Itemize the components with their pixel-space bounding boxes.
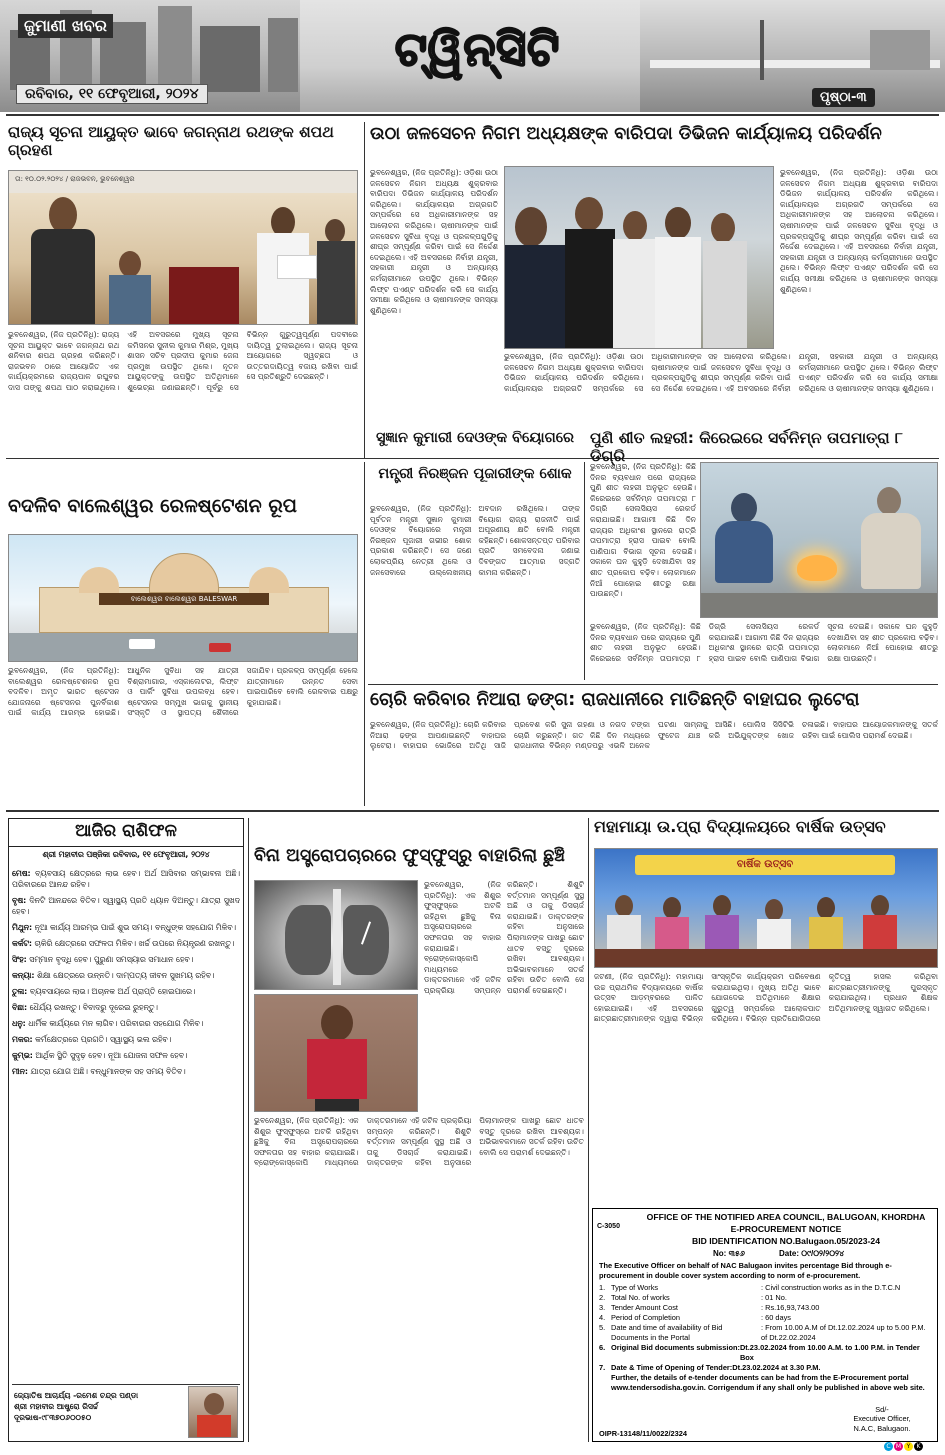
divider: [588, 818, 589, 1442]
notice-code: C-3050: [597, 1223, 620, 1230]
horoscope-item: [12, 986, 240, 997]
notice-footer: Further, the details of e-tender documents can be had from the E-Procurement portal www.tendersodisha.gov.in. Corrigendum if any shall only be published in above web site.: [611, 1373, 925, 1392]
notice-row-num: 6.: [599, 1343, 606, 1352]
horoscope-text: ଧୈର୍ଯ୍ୟ ରଖନ୍ତୁ। ବିବାଦରୁ ଦୂରେଇ ରୁହନ୍ତୁ।: [29, 1003, 158, 1012]
horoscope-subtitle: ଶ୍ରୀ ମହାବୀର ପଞ୍ଜିକା ରବିବାର, ୧୧ ଫେବୃଆରୀ, ୨୦୨୪: [42, 850, 210, 859]
cmyk-y: Y: [904, 1442, 913, 1451]
horoscope-item: [12, 954, 240, 965]
article-headline: ବଦଳିବ ବାଲେଶ୍ୱର ରେଳଷ୍ଟେଶନ ରୂପ: [8, 495, 297, 517]
notice-row: [599, 1363, 933, 1373]
notice-row-num: 3.: [599, 1303, 606, 1312]
article-body: ଭୁବନେଶ୍ୱର, (ନିଜ ପ୍ରତିନିଧି): ପୂର୍ବତନ ମନ୍ତ୍ରୀ ସୁଜ୍ଞାନ କୁମାରୀ ଦେଓଙ୍କ ବିୟୋଗରେ ମନ୍ତ୍ରୀ ନିରଞ୍ଜନ ପୂଜାରୀ ଗଭୀର ଶୋକ ପ୍ରକାଶ କରିଛନ୍ତି। ସେ ଜଣେ ଲୋକପ୍ରିୟ ନେତ୍ରୀ ଥିଲେ ଓ ଜନସେବାରେ ଉଲ୍ଲେଖନୀୟ ଅବଦାନ ରଖିଥିଲେ। ତାଙ୍କ ବିୟୋଗ ରାଜ୍ୟ ରାଜନୀତି ପାଇଁ ଅପୂରଣୀୟ କ୍ଷତି ବୋଲି ମନ୍ତ୍ରୀ କହିଛନ୍ତି। ଶୋକସନ୍ତପ୍ତ ପରିବାର ପ୍ରତି ସମବେଦନା ଜଣାଇ ଦିବଙ୍ଗତ ଆତ୍ମାର ସଦ୍‌ଗତି କାମନା କରିଛନ୍ତି।: [370, 504, 580, 577]
divider: [248, 818, 249, 1442]
notice-number: [713, 1249, 745, 1259]
horoscope-text: ଯାତ୍ରା ଯୋଗ ଅଛି। ବନ୍ଧୁମାନଙ୍କ ସହ ସମୟ ବିତିବ।: [30, 1067, 186, 1076]
function-banner: ବାର୍ଷିକ ଉତ୍ସବ: [635, 855, 895, 875]
horoscope-item: [12, 1002, 240, 1013]
notice-row: [599, 1283, 933, 1293]
horoscope-sign: ମକର:: [12, 1035, 33, 1044]
notice-row-key: Date and time of availability of Bid Documents in the Portal: [611, 1323, 723, 1342]
notice-row-num: 5.: [599, 1323, 606, 1332]
article-headline: ସୁଜ୍ଞାନ କୁମାରୀ ଦେଓଙ୍କ ବିୟୋଗରେ: [376, 430, 574, 446]
child-photo: [254, 994, 418, 1112]
article-body: ଭୁବନେଶ୍ୱର, (ନିଜ ପ୍ରତିନିଧି): ଚୋରି କରିବାର ନିଆରା ଢଙ୍ଗ ଆପଣାଇଛନ୍ତି ବାହାଘର ଲୁଟେରା। ବାହାଘର ଭୋଜିରେ ଅତିଥି ସାଜି ପ୍ରବେଶ କରି ସୁନା ଗହଣା ଓ ନଗଦ ଟଙ୍କା ଚୋରି କରୁଛନ୍ତି। ଗତ କିଛି ଦିନ ମଧ୍ୟରେ ରାଜଧାନୀର ବିଭିନ୍ନ ମଣ୍ଡପରୁ ଏଭଳି ଅନେକ ଘଟଣା ସାମ୍ନାକୁ ଆସିଛି। ପୋଲିସ ସିସିଟିଭି ଫୁଟେଜ ଯାଞ୍ଚ କରି ଅଭିଯୁକ୍ତଙ୍କ ଖୋଜ ଚଳାଇଛି। ବାହାଘର ଆୟୋଜକମାନଙ୍କୁ ସତର୍କ ରହିବା ପାଇଁ ପୋଲିସ ପରାମର୍ଶ ଦେଇଛି।: [370, 720, 938, 751]
horoscope-sign: ତୁଳା:: [12, 987, 28, 996]
signature-title: Executive Officer,: [853, 1414, 911, 1424]
horoscope-text: ଆର୍ଥିକ ସ୍ଥିତି ସୁଦୃଢ଼ ହେବ। ନୂଆ ଯୋଜନା ସଫଳ ହେବ।: [35, 1051, 188, 1060]
horoscope-sign: କନ୍ୟା:: [12, 971, 35, 980]
horoscope-text: ଚାକିରି କ୍ଷେତ୍ରରେ ସଫଳତା ମିଳିବ। ଖର୍ଚ୍ଚ ଉପରେ ନିୟନ୍ତ୍ରଣ ରଖନ୍ତୁ।: [34, 939, 235, 948]
article-body-cont: ଭୁବନେଶ୍ୱର, (ନିଜ ପ୍ରତିନିଧି): ଓଡ଼ିଶା ଉଠା ଜଳସେଚନ ନିଗମ ଅଧ୍ୟକ୍ଷ ଶୁକ୍ରବାର ବାରିପଦା ଡିଭିଜନ କାର୍ଯ୍ୟାଳୟ ପରିଦର୍ଶନ କରିଥିଲେ। କାର୍ଯ୍ୟାଳୟର ଅଗ୍ରଗତି ସମ୍ପର୍କରେ ସେ ଅଧିକାରୀମାନଙ୍କ ସହ ଆଲୋଚନା କରିଥିଲେ। ଚାଷୀମାନଙ୍କ ପାଇଁ ଜଳସେଚନ ସୁବିଧା ବୃଦ୍ଧି ଓ ପ୍ରକଳ୍ପଗୁଡ଼ିକୁ ଶୀଘ୍ର ସମ୍ପୂର୍ଣ୍ଣ କରିବା ପାଇଁ ସେ ନିର୍ଦ୍ଦେଶ ଦେଇଥିଲେ। ଏହି ଅବସରରେ ନିର୍ବାହୀ ଯନ୍ତ୍ରୀ, ସହକାରୀ ଯନ୍ତ୍ରୀ ଓ ଅନ୍ୟାନ୍ୟ କର୍ମଚାରୀମାନେ ଉପସ୍ଥିତ ଥିଲେ। ବିଭିନ୍ନ ଲିଫ୍ଟ ପଏଣ୍ଟ ପରିଦର୍ଶନ କରି ସେ କାର୍ଯ୍ୟ ସମୀକ୍ଷା କରିଥିଲେ ଓ ଚାଷୀମାନଙ୍କ ସମସ୍ୟା ଶୁଣିଥିଲେ।: [780, 168, 938, 294]
horoscope-text: ଦିନଟି ଆନନ୍ଦରେ ବିତିବ। ସ୍ୱାସ୍ଥ୍ୟ ପ୍ରତି ଧ୍ୟାନ ଦିଅନ୍ତୁ। ଯାତ୍ରା ସୁଖଦ ହେବ।: [12, 896, 240, 916]
horoscope-sign: ମୀନ:: [12, 1067, 29, 1076]
article-body: ଭୁବନେଶ୍ୱର, (ନିଜ ପ୍ରତିନିଧି): ରାଜ୍ୟ ସୂଚନା ଆୟୁକ୍ତ ଭାବେ ଜଗନ୍ନାଥ ରଥ ଶନିବାର ଶପଥ ଗ୍ରହଣ କରିଛନ୍ତି। ରାଜଭବନ ଠାରେ ଆୟୋଜିତ ଏକ କାର୍ଯ୍ୟକ୍ରମରେ ରାଜ୍ୟପାଳ ରଘୁବର ଦାସ ତାଙ୍କୁ ଶପଥ ପାଠ କରାଇଥିଲେ। ଏହି ଅବସରରେ ମୁଖ୍ୟ ସୂଚନା କମିସନର ସୁନୀଲ କୁମାର ମିଶ୍ର, ମୁଖ୍ୟ ଶାସନ ସଚିବ ପ୍ରଦୀପ କୁମାର ଜେନା ପ୍ରମୁଖ ଉପସ୍ଥିତ ଥିଲେ। ନୂତନ ଆୟୁକ୍ତଙ୍କୁ ଉପସ୍ଥିତ ଅତିଥିମାନେ ଶୁଭେଚ୍ଛା ଜଣାଇଛନ୍ତି। ପୂର୍ବରୁ ସେ ବିଭିନ୍ନ ଗୁରୁତ୍ୱପୂର୍ଣ୍ଣ ପଦବୀରେ ଦାୟିତ୍ୱ ତୁଲାଇଥିଲେ। ରାଜ୍ୟ ସୂଚନା ଆୟୋଗରେ ସ୍ୱଚ୍ଛତା ଓ ଉତ୍ତରଦାୟିତ୍ୱ ବଜାୟ ରଖିବା ପାଇଁ ସେ ପ୍ରତିଶ୍ରୁତି ଦେଇଛନ୍ତି।: [8, 330, 358, 392]
notice-row-value: : Rs.16,93,743.00: [761, 1303, 820, 1312]
divider: [6, 810, 939, 812]
notice-row: [599, 1293, 933, 1303]
notice-row-key: Date & Time of Opening of Tender:: [611, 1363, 733, 1372]
divider: [584, 462, 585, 680]
cold-wave-photo: [700, 462, 938, 618]
signature-sd: Sd/-: [875, 1405, 889, 1414]
divider: [368, 684, 938, 685]
article-body: ଭୁବନେଶ୍ୱର, (ନିଜ ପ୍ରତିନିଧି): କିଛି ଦିନର ବ୍ୟବଧାନ ପରେ ରାଜ୍ୟରେ ପୁଣି ଶୀତ ଲହରୀ ଅନୁଭୂତ ହେଉଛି। କିରେଇରେ ସର୍ବନିମ୍ନ ତାପମାତ୍ରା ୮ ଡିଗ୍ରି ସେଲସିୟସ ରେକର୍ଡ କରାଯାଇଛି। ଆଗାମୀ କିଛି ଦିନ ରାଜ୍ୟର ଅଧିକାଂଶ ସ୍ଥାନରେ ରାତ୍ରି ତାପମାତ୍ରା ହ୍ରାସ ପାଇବ ବୋଲି ପାଣିପାଗ ବିଭାଗ ସୂଚନା ଦେଇଛି। ସକାଳେ ଘନ କୁହୁଡ଼ି ଦେଖାଯିବା ସହ ଶୀତ ପ୍ରକୋପ ବଢ଼ିବ। ଲୋକମାନେ ନିଆଁ ପୋହୋଇ ଶୀତରୁ ରକ୍ଷା ପାଉଛନ୍ତି।: [590, 462, 696, 599]
horoscope-text: ଧାର୍ମିକ କାର୍ଯ୍ୟରେ ମନ ଲାଗିବ। ପରିବାରର ସହଯୋଗ ମିଳିବ।: [28, 1019, 204, 1028]
notice-row-value: : Civil construction works as in the D.T.C.N: [761, 1283, 901, 1292]
horoscope-text: ସମ୍ମାନ ବୃଦ୍ଧି ହେବ। ପୁରୁଣା ସମସ୍ୟାର ସମାଧାନ ହେବ।: [29, 955, 194, 964]
newspaper-brand: ଜୁମାଣୀ ଖବର: [18, 14, 113, 38]
cmyk-k: K: [914, 1442, 923, 1451]
notice-bid-id: BID IDENTIFICATION NO.Balugaon.05/2023-24: [692, 1236, 880, 1246]
horoscope-text: ନୂଆ କାର୍ଯ୍ୟ ଆରମ୍ଭ ପାଇଁ ଶୁଭ ସମୟ। ବନ୍ଧୁଙ୍କ ସହଯୋଗ ମିଳିବ।: [34, 923, 237, 932]
cmyk-c: C: [884, 1442, 893, 1451]
horoscope-item: [12, 1050, 240, 1061]
signature-place: N.A.C, Balugaon.: [853, 1423, 911, 1433]
notice-row-key: Type of Works: [611, 1283, 659, 1292]
issue-date: ରବିବାର, ୧୧ ଫେବୃଆରୀ, ୨୦୨୪: [16, 84, 208, 104]
xray-image: [254, 880, 418, 990]
notice-oipr: OIPR-13148/11/0022/2324: [599, 1429, 687, 1438]
station-render-photo: [8, 534, 358, 662]
article-body: ଭୁବନେଶ୍ୱର, (ନିଜ ପ୍ରତିନିଧି): ଓଡ଼ିଶା ଉଠା ଜଳସେଚନ ନିଗମ ଅଧ୍ୟକ୍ଷ ଶୁକ୍ରବାର ବାରିପଦା ଡିଭିଜନ କାର୍ଯ୍ୟାଳୟ ପରିଦର୍ଶନ କରିଥିଲେ। କାର୍ଯ୍ୟାଳୟର ଅଗ୍ରଗତି ସମ୍ପର୍କରେ ସେ ଅଧିକାରୀମାନଙ୍କ ସହ ଆଲୋଚନା କରିଥିଲେ। ଚାଷୀମାନଙ୍କ ପାଇଁ ଜଳସେଚନ ସୁବିଧା ବୃଦ୍ଧି ଓ ପ୍ରକଳ୍ପଗୁଡ଼ିକୁ ଶୀଘ୍ର ସମ୍ପୂର୍ଣ୍ଣ କରିବା ପାଇଁ ସେ ନିର୍ଦ୍ଦେଶ ଦେଇଥିଲେ। ଏହି ଅବସରରେ ନିର୍ବାହୀ ଯନ୍ତ୍ରୀ, ସହକାରୀ ଯନ୍ତ୍ରୀ ଓ ଅନ୍ୟାନ୍ୟ କର୍ମଚାରୀମାନେ ଉପସ୍ଥିତ ଥିଲେ। ବିଭିନ୍ନ ଲିଫ୍ଟ ପଏଣ୍ଟ ପରିଦର୍ଶନ କରି ସେ କାର୍ଯ୍ୟ ସମୀକ୍ଷା କରିଥିଲେ ଓ ଚାଷୀମାନଙ୍କ ସମସ୍ୟା ଶୁଣିଥିଲେ।: [370, 168, 498, 315]
notice-intro: The Executive Officer on behalf of NAC Balugaon invites percentage Bid through e-procurement in double cover system according to norm of e-procurement.: [599, 1261, 892, 1280]
notice-row-key: Total No. of works: [611, 1293, 670, 1302]
horoscope-sign: ବୃଷ:: [12, 896, 27, 905]
astrologer-photo: [188, 1386, 238, 1438]
horoscope-text: ବ୍ୟବସାୟ କ୍ଷେତ୍ରରେ ଲାଭ ହେବ। ଅର୍ଥ ଆସିବାର ସମ୍ଭାବନା ଅଛି। ପରିବାରରେ ଆନନ୍ଦ ରହିବ।: [12, 869, 240, 889]
notice-row-key: Original Bid documents submission:: [611, 1343, 740, 1352]
article-body-cont: ଭୁବନେଶ୍ୱର, (ନିଜ ପ୍ରତିନିଧି): କିଛି ଦିନର ବ୍ୟବଧାନ ପରେ ରାଜ୍ୟରେ ପୁଣି ଶୀତ ଲହରୀ ଅନୁଭୂତ ହେଉଛି। କିରେଇରେ ସର୍ବନିମ୍ନ ତାପମାତ୍ରା ୮ ଡିଗ୍ରି ସେଲସିୟସ ରେକର୍ଡ କରାଯାଇଛି। ଆଗାମୀ କିଛି ଦିନ ରାଜ୍ୟର ଅଧିକାଂଶ ସ୍ଥାନରେ ରାତ୍ରି ତାପମାତ୍ରା ହ୍ରାସ ପାଇବ ବୋଲି ପାଣିପାଗ ବିଭାଗ ସୂଚନା ଦେଇଛି। ସକାଳେ ଘନ କୁହୁଡ଼ି ଦେଖାଯିବା ସହ ଶୀତ ପ୍ରକୋପ ବଢ଼ିବ। ଲୋକମାନେ ନିଆଁ ପୋହୋଇ ଶୀତରୁ ରକ୍ଷା ପାଉଛନ୍ତି।: [590, 622, 938, 663]
horoscope-item: [12, 1066, 240, 1077]
notice-row-num: 2.: [599, 1293, 606, 1302]
photo-caption: ତା: ୧୦.୦୨.୨୦୨୪ / ରାଜଭବନ, ଭୁବନେଶ୍ୱର: [15, 175, 135, 183]
notice-number-value: ୩୫୬: [728, 1249, 745, 1258]
notice-row: [599, 1323, 933, 1343]
article-headline: ଚୋରି କରିବାର ନିଆରା ଢଙ୍ଗ: ରାଜଧାନୀରେ ମାତିଛନ୍ତି ବାହାଘର ଲୁଟେରା: [370, 689, 860, 710]
notice-date: [779, 1249, 844, 1259]
notice-office: OFFICE OF THE NOTIFIED AREA COUNCIL, BALUGOAN, KHORDHA: [646, 1212, 926, 1222]
article-headline: ବିନା ଅସ୍ତ୍ରୋପଚାରରେ ଫୁସ୍‌ଫୁସ୍‌ରୁ ବାହାରିଲା ଛୁଞ୍ଚି: [254, 846, 565, 866]
horoscope-item: [12, 938, 240, 949]
horoscope-sign: ମେଷ:: [12, 869, 31, 878]
horoscope-text: କର୍ମକ୍ଷେତ୍ରରେ ପ୍ରଗତି। ସ୍ୱାସ୍ଥ୍ୟ ଭଲ ରହିବ।: [35, 1035, 172, 1044]
notice-signature: [829, 1405, 935, 1433]
notice-date-value: ୦୯/୦୨/୨୦୨୪: [801, 1249, 845, 1258]
notice-row-num: 7.: [599, 1363, 606, 1372]
notice-row: [599, 1343, 933, 1363]
horoscope-item: [12, 1034, 240, 1045]
article-body: ଭୁବନେଶ୍ୱର, (ନିଜ ପ୍ରତିନିଧି): ଏକ ଶିଶୁର ଫୁସ୍‌ଫୁସ୍‌ରେ ଅଟକି ରହିଥିବା ଛୁଞ୍ଚିକୁ ବିନା ଅସ୍ତ୍ରୋପଚାରରେ ସଫଳତାର ସହ ବାହାର କରାଯାଇଛି। ବ୍ରୋଙ୍କୋସ୍କୋପି ମାଧ୍ୟମରେ ଡାକ୍ତରମାନେ ଏହି ଜଟିଳ ପ୍ରକ୍ରିୟା ସମ୍ପନ୍ନ କରିଛନ୍ତି। ଶିଶୁଟି ବର୍ତ୍ତମାନ ସମ୍ପୂର୍ଣ୍ଣ ସୁସ୍ଥ ଅଛି ଓ ତାକୁ ଡିସଚାର୍ଜ କରାଯାଇଛି। ଡାକ୍ତରଙ୍କ କହିବା ଅନୁସାରେ ପିଲାମାନଙ୍କ ପାଖରୁ ଛୋଟ ଧାତବ ବସ୍ତୁ ଦୂରରେ ରଖିବା ଆବଶ୍ୟକ। ଅଭିଭାବକମାନେ ସତର୍କ ରହିବା ଉଚିତ ବୋଲି ସେ ପରାମର୍ଶ ଦେଇଛନ୍ତି।: [424, 880, 584, 995]
article-body: ଭୁବନେଶ୍ୱର, (ନିଜ ପ୍ରତିନିଧି): ବାଲେଶ୍ୱର ରେଳଷ୍ଟେଶନର ରୂପ ବଦଳିବ। ଅମୃତ ଭାରତ ଷ୍ଟେସନ ଯୋଜନାରେ ଷ୍ଟେସନର ପୁନର୍ବିକାଶ ପାଇଁ କାର୍ଯ୍ୟ ଆରମ୍ଭ ହୋଇଛି। ଆଧୁନିକ ସୁବିଧା ସହ ଯାତ୍ରୀ ବିଶ୍ରାମାଗାର, ଏସ୍କାଲେଟର, ଲିଫ୍ଟ ଓ ପାର୍କିଂ ସୁବିଧା ଉପଲବ୍ଧ ହେବ। ଷ୍ଟେସନର ସମ୍ମୁଖ ଭାଗକୁ ସ୍ଥାନୀୟ ସଂସ୍କୃତି ଓ ସ୍ଥାପତ୍ୟ ଶୈଳୀରେ ସଜାଯିବ। ପ୍ରକଳ୍ପ ସମ୍ପୂର୍ଣ୍ଣ ହେଲେ ଯାତ୍ରୀମାନେ ଉନ୍ନତ ସେବା ପାଇପାରିବେ ବୋଲି ରେଳବାଇ ପକ୍ଷରୁ କୁହାଯାଇଛି।: [8, 666, 358, 718]
divider: [6, 114, 939, 116]
article-body-cont: ଭୁବନେଶ୍ୱର, (ନିଜ ପ୍ରତିନିଧି): ଏକ ଶିଶୁର ଫୁସ୍‌ଫୁସ୍‌ରେ ଅଟକି ରହିଥିବା ଛୁଞ୍ଚିକୁ ବିନା ଅସ୍ତ୍ରୋପଚାରରେ ସଫଳତାର ସହ ବାହାର କରାଯାଇଛି। ବ୍ରୋଙ୍କୋସ୍କୋପି ମାଧ୍ୟମରେ ଡାକ୍ତରମାନେ ଏହି ଜଟିଳ ପ୍ରକ୍ରିୟା ସମ୍ପନ୍ନ କରିଛନ୍ତି। ଶିଶୁଟି ବର୍ତ୍ତମାନ ସମ୍ପୂର୍ଣ୍ଣ ସୁସ୍ଥ ଅଛି ଓ ତାକୁ ଡିସଚାର୍ଜ କରାଯାଇଛି। ଡାକ୍ତରଙ୍କ କହିବା ଅନୁସାରେ ପିଲାମାନଙ୍କ ପାଖରୁ ଛୋଟ ଧାତବ ବସ୍ତୁ ଦୂରରେ ରଖିବା ଆବଶ୍ୟକ। ଅଭିଭାବକମାନେ ସତର୍କ ରହିବା ଉଚିତ ବୋଲି ସେ ପରାମର୍ଶ ଦେଇଛନ୍ତି।: [254, 1116, 584, 1168]
section-title: ଟ୍ୱିନ୍‌ସିଟି: [395, 22, 561, 76]
horoscope-list: [12, 868, 240, 1378]
article-headline: ମହାମାୟା ଉ.ପ୍ରା ବିଦ୍ୟାଳୟରେ ବାର୍ଷିକ ଉତ୍ସବ: [594, 817, 886, 836]
notice-row-key: Period of Completion: [611, 1313, 681, 1322]
notice-row: [599, 1303, 933, 1313]
page-number: ପୃଷ୍ଠା-୩: [812, 88, 875, 107]
divider: [12, 1384, 240, 1385]
astrologer-phone: ଦୂରଭାଷ-୯୮୩୭୦୬୦୦୫୦: [14, 1413, 92, 1422]
horoscope-item: [12, 895, 240, 917]
notice-row-key: Tender Amount Cost: [611, 1303, 678, 1312]
horoscope-sign: ଧନୁ:: [12, 1019, 26, 1028]
divider: [364, 462, 365, 806]
notice-title: E-PROCUREMENT NOTICE: [730, 1224, 842, 1234]
horoscope-sign: ସିଂହ:: [12, 955, 27, 964]
article-headline: ରାଜ୍ୟ ସୂଚନା ଆୟୁକ୍ତ ଭାବେ ଜଗନ୍ନାଥ ରଥଙ୍କ ଶପଥ ଗ୍ରହଣ: [8, 123, 334, 159]
notice-row-value: : From 10.00 A.M of Dt.12.02.2024 up to 5.00 P.M. of Dt.22.02.2024: [761, 1323, 926, 1342]
horoscope-sign: ମିଥୁନ:: [12, 923, 33, 932]
horoscope-sign: କର୍କଟ:: [12, 939, 33, 948]
horoscope-sign: ବିଛା:: [12, 1003, 28, 1012]
article-body: ଜଟଣୀ, (ନିଜ ପ୍ରତିନିଧି): ମହାମାୟା ଉଚ୍ଚ ପ୍ରାଥମିକ ବିଦ୍ୟାଳୟରେ ବାର୍ଷିକ ଉତ୍ସବ ଆଡ଼ମ୍ବରରେ ପାଳିତ ହୋଇଯାଇଛି। ଏହି ଅବସରରେ ଛାତ୍ରଛାତ୍ରୀମାନଙ୍କ ଦ୍ୱାରା ବିଭିନ୍ନ ସାଂସ୍କୃତିକ କାର୍ଯ୍ୟକ୍ରମ ପରିବେଷଣ କରାଯାଇଥିଲା। ମୁଖ୍ୟ ଅତିଥି ଭାବେ ଯୋଗଦେଇ ଅତିଥିମାନେ ଶିକ୍ଷାର ଗୁରୁତ୍ୱ ସମ୍ପର୍କରେ ଆଲୋକପାତ କରିଥିଲେ। ବିଭିନ୍ନ ପ୍ରତିଯୋଗିତାରେ କୃତିତ୍ୱ ହାସଲ କରିଥିବା ଛାତ୍ରଛାତ୍ରୀମାନଙ୍କୁ ପୁରସ୍କୃତ କରାଯାଇଥିଲା। ପ୍ରଧାନ ଶିକ୍ଷକ ଅତିଥିମାନଙ୍କୁ ସ୍ୱାଗତ କରିଥିଲେ।: [594, 972, 938, 1024]
notice-number-label: No:: [713, 1249, 727, 1258]
horoscope-item: [12, 868, 240, 890]
horoscope-item: [12, 970, 240, 981]
divider: [364, 122, 365, 458]
notice-row-value: Dt.23.02.2024 from 10.00 A.M. to 1.00 P.M. in Tender Box: [739, 1343, 920, 1362]
notice-row-num: 1.: [599, 1283, 606, 1292]
horoscope-sign: କୁମ୍ଭ:: [12, 1051, 33, 1060]
notice-table: [599, 1283, 933, 1373]
station-sign: ବାଲେଶ୍ୱର ବାଲେଶ୍ୱର BALESWAR: [99, 593, 269, 605]
horoscope-text: ବ୍ୟବସାୟରେ ଲାଭ। ଅଚାନକ ଅର୍ଥ ପ୍ରାପ୍ତି ହୋଇପାରେ।: [29, 987, 196, 996]
horoscope-title: ଆଜିର ରାଶିଫଳ: [8, 822, 244, 847]
article-headline-line2: ମନ୍ତ୍ରୀ ନିରଞ୍ଜନ ପୂଜାରୀଙ୍କ ଶୋକ: [378, 466, 572, 482]
notice-date-label: Date:: [779, 1249, 800, 1258]
article-headline: ପୁଣି ଶୀତ ଲହରୀ: କିରେଇରେ ସର୍ବନିମ୍ନ ତାପମାତ୍ରା ୮ ଡିଗ୍ରି: [590, 429, 904, 465]
astrologer-credit: [14, 1390, 180, 1423]
notice-row-value: : 01 No.: [761, 1293, 787, 1302]
annual-function-photo: [594, 848, 938, 968]
notice-row: [599, 1313, 933, 1323]
office-visit-photo: [504, 166, 774, 349]
tender-notice: [592, 1208, 938, 1442]
cmyk-m: M: [895, 1443, 902, 1450]
notice-row-num: 4.: [599, 1313, 606, 1322]
oath-ceremony-photo: [8, 170, 358, 325]
horoscope-item: [12, 922, 240, 933]
article-body-cont: ଭୁବନେଶ୍ୱର, (ନିଜ ପ୍ରତିନିଧି): ଓଡ଼ିଶା ଉଠା ଜଳସେଚନ ନିଗମ ଅଧ୍ୟକ୍ଷ ଶୁକ୍ରବାର ବାରିପଦା ଡିଭିଜନ କାର୍ଯ୍ୟାଳୟ ପରିଦର୍ଶନ କରିଥିଲେ। କାର୍ଯ୍ୟାଳୟର ଅଗ୍ରଗତି ସମ୍ପର୍କରେ ସେ ଅଧିକାରୀମାନଙ୍କ ସହ ଆଲୋଚନା କରିଥିଲେ। ଚାଷୀମାନଙ୍କ ପାଇଁ ଜଳସେଚନ ସୁବିଧା ବୃଦ୍ଧି ଓ ପ୍ରକଳ୍ପଗୁଡ଼ିକୁ ଶୀଘ୍ର ସମ୍ପୂର୍ଣ୍ଣ କରିବା ପାଇଁ ସେ ନିର୍ଦ୍ଦେଶ ଦେଇଥିଲେ। ଏହି ଅବସରରେ ନିର୍ବାହୀ ଯନ୍ତ୍ରୀ, ସହକାରୀ ଯନ୍ତ୍ରୀ ଓ ଅନ୍ୟାନ୍ୟ କର୍ମଚାରୀମାନେ ଉପସ୍ଥିତ ଥିଲେ। ବିଭିନ୍ନ ଲିଫ୍ଟ ପଏଣ୍ଟ ପରିଦର୍ଶନ କରି ସେ କାର୍ଯ୍ୟ ସମୀକ୍ଷା କରିଥିଲେ ଓ ଚାଷୀମାନଙ୍କ ସମସ୍ୟା ଶୁଣିଥିଲେ।: [504, 352, 938, 393]
astrologer-org: ଶ୍ରୀ ମହାବୀର ଆଷ୍ଟ୍ରୋ ରିସର୍ଚ୍ଚ: [14, 1402, 99, 1411]
notice-row-value: : 60 days: [761, 1313, 791, 1322]
astrologer-name: ଜ୍ୟୋତିଷ ଆଚାର୍ଯ୍ୟ -ରମେଶ ଚନ୍ଦ୍ର ପଣ୍ଡା: [14, 1391, 139, 1400]
notice-row-value: Dt.23.02.2024 at 3.30 P.M.: [732, 1363, 821, 1372]
article-headline: ଉଠା ଜଳସେଚନ ନିଗମ ଅଧ୍ୟକ୍ଷଙ୍କ ବାରିପଦା ଡିଭିଜନ କାର୍ଯ୍ୟାଳୟ ପରିଦର୍ଶନ: [370, 124, 882, 144]
horoscope-text: ଶିକ୍ଷା କ୍ଷେତ୍ରରେ ଉନ୍ନତି। ଦାମ୍ପତ୍ୟ ଜୀବନ ସୁଖମୟ ରହିବ।: [36, 971, 215, 980]
horoscope-item: [12, 1018, 240, 1029]
